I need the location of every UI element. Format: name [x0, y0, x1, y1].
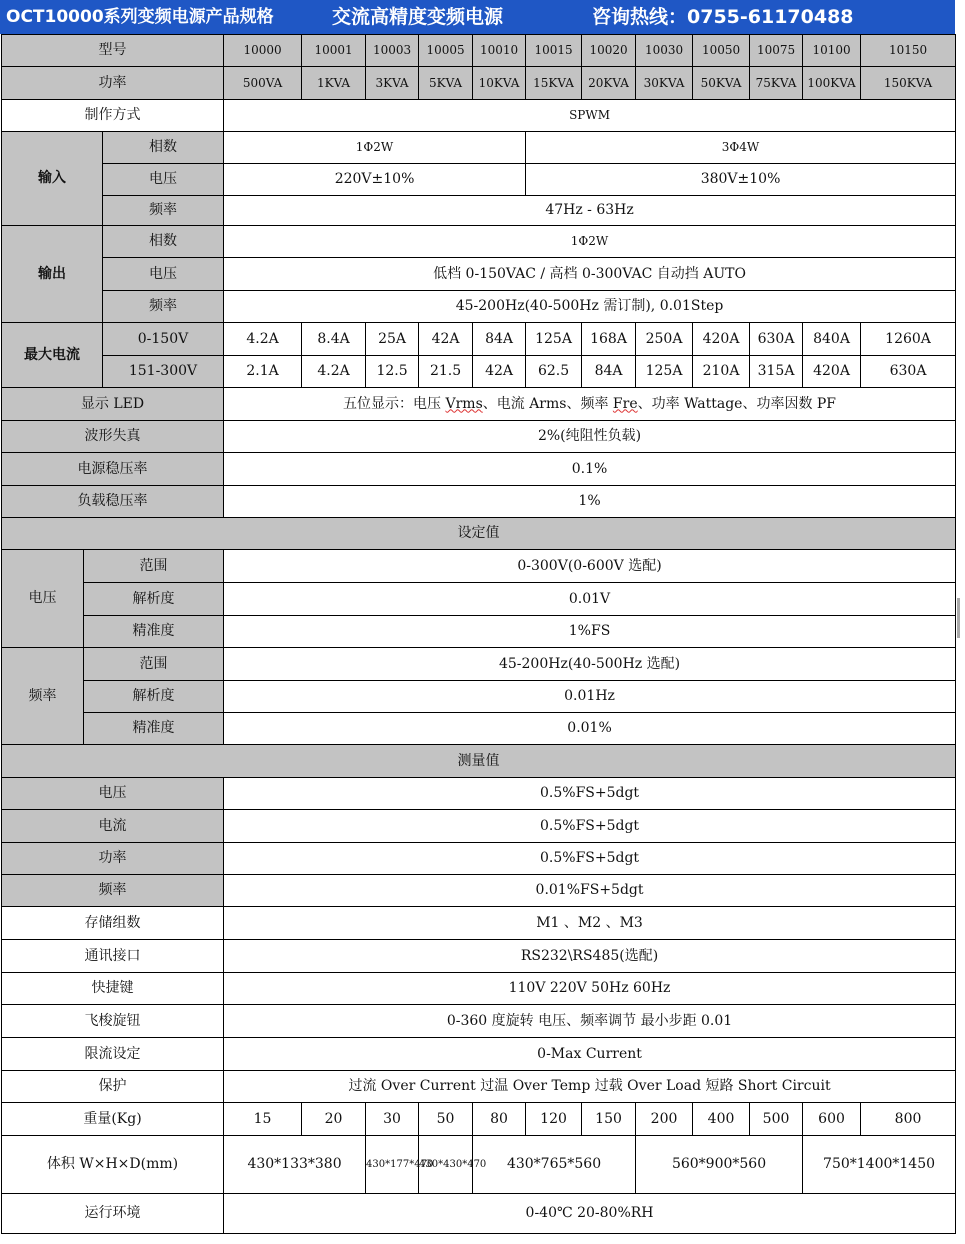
vrms-text: Vrms [445, 395, 483, 412]
table-row [2, 713, 956, 745]
current-low-cell: 125A [526, 323, 582, 356]
table-row [2, 258, 956, 291]
current-high-cell: 420A [803, 356, 861, 388]
table-row [2, 1136, 956, 1194]
measure-voltage-label: 电压 [2, 778, 224, 810]
table-row [2, 1103, 956, 1136]
measure-header: 测量值 [2, 745, 956, 778]
set-freq-accuracy-label: 精准度 [84, 713, 224, 745]
memory-label: 存储组数 [2, 907, 224, 940]
model-cell: 10005 [419, 35, 473, 67]
power-cell: 20KVA [582, 67, 636, 100]
measure-freq-label: 频率 [2, 875, 224, 907]
max-current-label: 最大电流 [2, 323, 103, 388]
current-low-cell: 630A [750, 323, 803, 356]
current-high-cell: 2.1A [224, 356, 302, 388]
method-value: SPWM [224, 100, 956, 132]
table-row [2, 1071, 956, 1103]
power-cell: 150KVA [861, 67, 956, 100]
current-high-cell: 12.5 [366, 356, 419, 388]
power-cell: 15KVA [526, 67, 582, 100]
headline: 交流高精度变频电源 [332, 6, 504, 28]
power-cell: 50KVA [693, 67, 750, 100]
weight-cell: 20 [302, 1103, 366, 1136]
comm-label: 通讯接口 [2, 940, 224, 973]
current-low-cell: 420A [693, 323, 750, 356]
table-row [2, 907, 956, 940]
measure-voltage: 0.5%FS+5dgt [224, 778, 956, 810]
table-row [2, 226, 956, 258]
table-row [2, 810, 956, 843]
model-cell: 10003 [366, 35, 419, 67]
model-cell: 10000 [224, 35, 302, 67]
current-low-cell: 1260A [861, 323, 956, 356]
model-cell: 10030 [636, 35, 693, 67]
table-row [2, 421, 956, 453]
power-cell: 100KVA [803, 67, 861, 100]
weight-cell: 80 [473, 1103, 526, 1136]
display-value [224, 388, 956, 421]
title-bar [0, 0, 955, 34]
current-high-cell: 62.5 [526, 356, 582, 388]
protect-value: 过流 Over Current 过温 Over Temp 过载 Over Load 短路 Short Circuit [224, 1071, 956, 1103]
weight-cell: 800 [861, 1103, 956, 1136]
table-row [2, 648, 956, 681]
power-cell: 75KVA [750, 67, 803, 100]
current-low-cell: 250A [636, 323, 693, 356]
power-cell: 1KVA [302, 67, 366, 100]
power-label: 功率 [2, 67, 224, 100]
power-cell: 500VA [224, 67, 302, 100]
table-row [2, 356, 956, 388]
load-reg-value: 1% [224, 486, 956, 518]
current-low-cell: 25A [366, 323, 419, 356]
measure-current-label: 电流 [2, 810, 224, 843]
table-row [2, 875, 956, 907]
table-row [2, 196, 956, 226]
model-cell: 10050 [693, 35, 750, 67]
fre-text: Fre [612, 395, 638, 412]
table-row [2, 1005, 956, 1038]
size-cell: 560*900*560 [636, 1136, 803, 1194]
line-reg-label: 电源稳压率 [2, 453, 224, 486]
table-row [2, 518, 956, 550]
hotkey-label: 快捷键 [2, 973, 224, 1005]
set-freq-label: 频率 [2, 648, 84, 745]
knob-value: 0-360 度旋转 电压、频率调节 最小步距 0.01 [224, 1005, 956, 1038]
current-high-cell: 125A [636, 356, 693, 388]
input-label: 输入 [2, 132, 103, 226]
display-rest: 、功率 Wattage、功率因数 PF [637, 395, 837, 412]
table-row [2, 388, 956, 421]
weight-cell: 120 [526, 1103, 582, 1136]
measure-power-label: 功率 [2, 843, 224, 875]
protect-label: 保护 [2, 1071, 224, 1103]
range-low-label: 0-150V [103, 323, 224, 356]
set-voltage-label: 电压 [2, 550, 84, 648]
display-prefix: 五位显示：电压 [343, 395, 446, 412]
size-cell: 430*133*380 [224, 1136, 366, 1194]
input-phase-three: 3Φ4W [526, 132, 956, 164]
set-freq-resolution: 0.01Hz [224, 681, 956, 713]
display-label: 显示 LED [2, 388, 224, 421]
model-cell: 10150 [861, 35, 956, 67]
measure-freq: 0.01%FS+5dgt [224, 875, 956, 907]
measure-power: 0.5%FS+5dgt [224, 843, 956, 875]
env-value: 0-40℃ 20-80%RH [224, 1194, 956, 1234]
set-voltage-accuracy-label: 精准度 [84, 616, 224, 648]
table-row [2, 550, 956, 583]
model-cell: 10001 [302, 35, 366, 67]
input-voltage-label: 电压 [103, 164, 224, 196]
thd-value: 2%(纯阻性负载) [224, 421, 956, 453]
input-phase-single: 1Φ2W [224, 132, 526, 164]
table-row [2, 453, 956, 486]
table-row [2, 486, 956, 518]
memory-value: M1 、M2 、M3 [224, 907, 956, 940]
current-low-cell: 42A [419, 323, 473, 356]
range-high-label: 151-300V [103, 356, 224, 388]
method-label: 制作方式 [2, 100, 224, 132]
weight-cell: 30 [366, 1103, 419, 1136]
table-row [2, 323, 956, 356]
hotline: 咨询热线：0755-61170488 [592, 6, 854, 28]
thd-label: 波形失真 [2, 421, 224, 453]
size-cell: 750*1400*1450 [803, 1136, 956, 1194]
product-title: OCT10000系列变频电源产品规格 [6, 7, 274, 27]
comm-value: RS232\RS485(选配) [224, 940, 956, 973]
set-freq-range-label: 范围 [84, 648, 224, 681]
set-freq-accuracy: 0.01% [224, 713, 956, 745]
output-label: 输出 [2, 226, 103, 323]
spec-table [1, 34, 956, 1234]
current-low-cell: 4.2A [224, 323, 302, 356]
hotkey-value: 110V 220V 50Hz 60Hz [224, 973, 956, 1005]
table-row [2, 940, 956, 973]
model-cell: 10010 [473, 35, 526, 67]
setting-header: 设定值 [2, 518, 956, 550]
weight-cell: 150 [582, 1103, 636, 1136]
load-reg-label: 负载稳压率 [2, 486, 224, 518]
set-freq-range: 45-200Hz(40-500Hz 选配) [224, 648, 956, 681]
weight-cell: 50 [419, 1103, 473, 1136]
display-mid: 、电流 Arms、频率 [482, 395, 613, 412]
set-voltage-resolution: 0.01V [224, 583, 956, 616]
output-phase-label: 相数 [103, 226, 224, 258]
size-cell: 430*430*470 [419, 1136, 473, 1194]
weight-label: 重量(Kg) [2, 1103, 224, 1136]
table-row [2, 1038, 956, 1071]
input-voltage-three: 380V±10% [526, 164, 956, 196]
current-high-cell: 84A [582, 356, 636, 388]
set-freq-resolution-label: 解析度 [84, 681, 224, 713]
power-cell: 30KVA [636, 67, 693, 100]
table-row [2, 616, 956, 648]
set-voltage-range: 0-300V(0-600V 选配) [224, 550, 956, 583]
input-freq-label: 频率 [103, 196, 224, 226]
table-row [2, 35, 956, 67]
current-high-cell: 315A [750, 356, 803, 388]
model-cell: 10020 [582, 35, 636, 67]
table-row [2, 67, 956, 100]
table-row [2, 778, 956, 810]
limit-value: 0-Max Current [224, 1038, 956, 1071]
current-low-cell: 168A [582, 323, 636, 356]
weight-cell: 500 [750, 1103, 803, 1136]
model-cell: 10015 [526, 35, 582, 67]
model-cell: 10075 [750, 35, 803, 67]
current-high-cell: 4.2A [302, 356, 366, 388]
input-voltage-single: 220V±10% [224, 164, 526, 196]
measure-current: 0.5%FS+5dgt [224, 810, 956, 843]
current-low-cell: 84A [473, 323, 526, 356]
power-cell: 5KVA [419, 67, 473, 100]
knob-label: 飞梭旋钮 [2, 1005, 224, 1038]
size-cell: 430*177*470 [366, 1136, 419, 1194]
output-voltage-value: 低档 0-150VAC / 高档 0-300VAC 自动挡 AUTO [224, 258, 956, 291]
scroll-edge-marker[interactable] [957, 598, 960, 638]
size-label: 体积 W×H×D(mm) [2, 1136, 224, 1194]
table-row [2, 681, 956, 713]
current-low-cell: 8.4A [302, 323, 366, 356]
set-voltage-accuracy: 1%FS [224, 616, 956, 648]
output-voltage-label: 电压 [103, 258, 224, 291]
table-row [2, 973, 956, 1005]
table-row [2, 843, 956, 875]
power-cell: 3KVA [366, 67, 419, 100]
current-low-cell: 840A [803, 323, 861, 356]
current-high-cell: 42A [473, 356, 526, 388]
table-row [2, 583, 956, 616]
set-voltage-resolution-label: 解析度 [84, 583, 224, 616]
weight-cell: 600 [803, 1103, 861, 1136]
table-row [2, 164, 956, 196]
current-high-cell: 21.5 [419, 356, 473, 388]
input-freq-value: 47Hz - 63Hz [224, 196, 956, 226]
env-label: 运行环境 [2, 1194, 224, 1234]
output-freq-label: 频率 [103, 291, 224, 323]
power-cell: 10KVA [473, 67, 526, 100]
table-row [2, 1194, 956, 1234]
weight-cell: 15 [224, 1103, 302, 1136]
size-cell: 430*765*560 [473, 1136, 636, 1194]
weight-cell: 400 [693, 1103, 750, 1136]
model-label: 型号 [2, 35, 224, 67]
line-reg-value: 0.1% [224, 453, 956, 486]
table-row [2, 745, 956, 778]
set-voltage-range-label: 范围 [84, 550, 224, 583]
limit-label: 限流设定 [2, 1038, 224, 1071]
weight-cell: 200 [636, 1103, 693, 1136]
table-row [2, 291, 956, 323]
current-high-cell: 210A [693, 356, 750, 388]
output-freq-value: 45-200Hz(40-500Hz 需订制), 0.01Step [224, 291, 956, 323]
input-phase-label: 相数 [103, 132, 224, 164]
model-cell: 10100 [803, 35, 861, 67]
table-row [2, 132, 956, 164]
table-row [2, 100, 956, 132]
current-high-cell: 630A [861, 356, 956, 388]
output-phase-value: 1Φ2W [224, 226, 956, 258]
